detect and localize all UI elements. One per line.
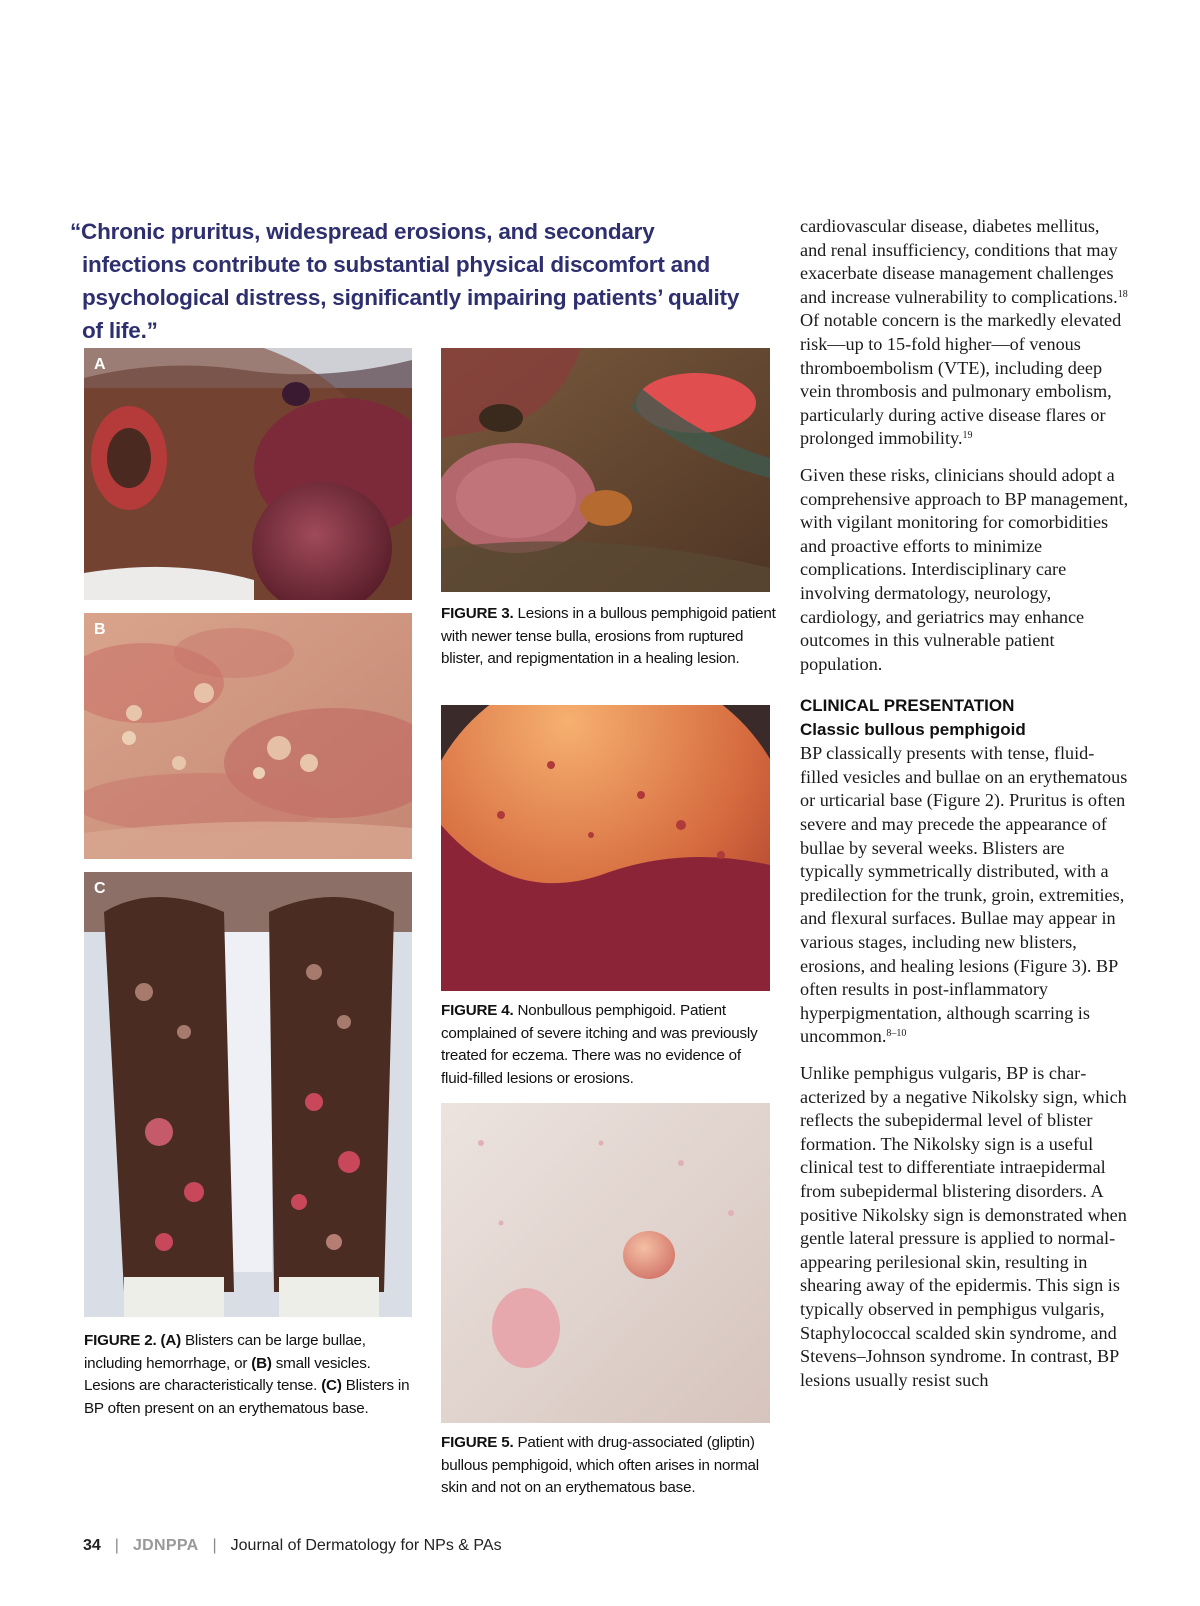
section-heading: CLINICAL PRESENTATION [800, 696, 1015, 716]
ref-19: 19 [962, 430, 973, 442]
figure-2-label: FIGURE 2. [84, 1332, 157, 1349]
figure-2-text-c: Blisters in BP often present on an erythematous base. [84, 1377, 410, 1417]
figure-5-caption [441, 1432, 776, 1500]
panel-label-a: A [94, 356, 106, 373]
figure-2-text-a: Blisters can be large bullae, including hemorrhage, or [84, 1332, 366, 1372]
figure-4-label: FIGURE 4. [441, 1002, 514, 1019]
figure-5-photo [441, 1103, 770, 1423]
body-paragraph-2: Given these risks, clinicians should adopt a comprehensive approach to BP management, with vigilant monitoring for comorbidities and proactive efforts to minimize complications. Interdisciplinary care involving dermatology, neurology, cardiology, and geriatrics may enhance outcomes in this vulnerable patient population. [800, 464, 1129, 674]
body-paragraph-3 [800, 742, 1130, 1049]
figure-2-tag-c: (C) [321, 1377, 342, 1394]
figure-5-text: Patient with drug-associated (gliptin) bullous pemphigoid, which often arises in normal skin and not on an erythematous base. [441, 1434, 759, 1496]
body-paragraph-4: Unlike pemphigus vulgaris, BP is characterized by a negative Nikolsky sign, which reflects the subepidermal level of blister formation. The Nikolsky sign is a useful clinical test to differentiate intraepidermal from subepidermal blistering disorders. A positive Nikolsky sign is demonstrated when gentle lateral pressure is applied to normal-appearing perilesional skin, resulting in shearing away of the epidermis. This sign is typically observed in pemphigus vulgaris, Staphylococcal scalded skin syndrome, and Stevens–Johnson syndrome. In contrast, BP lesions usually resist such [800, 1063, 1127, 1390]
figure-2-text-b: small vesicles. Lesions are characteristically tense. [84, 1354, 371, 1394]
body-paragraph-1 [800, 215, 1130, 451]
figure-4-text: Nonbullous pemphigoid. Patient complained of severe itching and was previously treated for eczema. There was no evidence of fluid-filled lesions or erosions. [441, 1002, 758, 1087]
body-paragraph-1-text: cardiovascular disease, diabetes mellitus, and renal insufficiency, conditions that may exacerbate disease management challenges and increase vulnerability to complications. [800, 216, 1118, 307]
body-paragraph-3-text: BP classically presents with tense, fluid-filled vesicles and bullae on an erythematous or urticarial base (Figure 2). Pruritus is often severe and may precede the appearance of bullae by several weeks. Blisters are typically symmetrically distributed, with a predilection for the trunk, groin, extremities, and flexural surfaces. Bullae may appear in various stages, including new blisters, erosions, and healing lesions (Figure 3). BP often results in post-inflammatory hyperpigmentation, although scarring is uncommon. [800, 743, 1128, 1047]
figure-2-tag-a: (A) [160, 1332, 181, 1349]
body-paragraph-1-text-2: Of notable concern is the markedly elevated risk—up to 15-fold higher—of venous thromboembolism (VTE), including deep vein thrombosis and pulmonary embolism, particularly during active disease flares or prolonged immobility. [800, 310, 1122, 449]
figure-4-photo [441, 705, 770, 991]
journal-abbreviation: JDNPPA [132, 1537, 199, 1554]
figure-2-tag-b: (B) [251, 1354, 272, 1372]
footer-separator-1: | [114, 1537, 119, 1554]
panel-label-b: B [94, 621, 106, 638]
journal-name: Journal of Dermatology for NPs & PAs [230, 1537, 502, 1554]
page-number: 34 [83, 1537, 101, 1554]
figure-3-caption [441, 603, 776, 671]
figure-3-label: FIGURE 3. [441, 605, 514, 622]
body-column [800, 215, 1130, 1405]
pull-quote: “Chronic pruritus, widespread erosions, and secondary infections contribute to substantial physical discomfort and psychological distress, significantly impairing patients’ quality of life.” [70, 219, 740, 343]
figure-2b-photo [84, 613, 412, 859]
figure-2-caption [84, 1330, 424, 1420]
ref-18: 18 [1117, 288, 1128, 300]
figure-5-label: FIGURE 5. [441, 1434, 514, 1451]
figure-2a-photo [84, 348, 412, 600]
page-footer [83, 1537, 502, 1555]
ref-8-10: 8–10 [886, 1028, 907, 1040]
figure-2c-photo [84, 872, 412, 1317]
panel-label-c: C [94, 880, 106, 897]
footer-separator-2: | [212, 1537, 217, 1554]
figure-3-photo [441, 348, 770, 592]
subheading: Classic bullous pemphigoid [800, 720, 1026, 740]
figure-4-caption [441, 1000, 776, 1090]
figure-3-text: Lesions in a bullous pemphigoid patient with newer tense bulla, erosions from ruptured blister, and repigmentation in a healing lesion. [441, 605, 776, 667]
